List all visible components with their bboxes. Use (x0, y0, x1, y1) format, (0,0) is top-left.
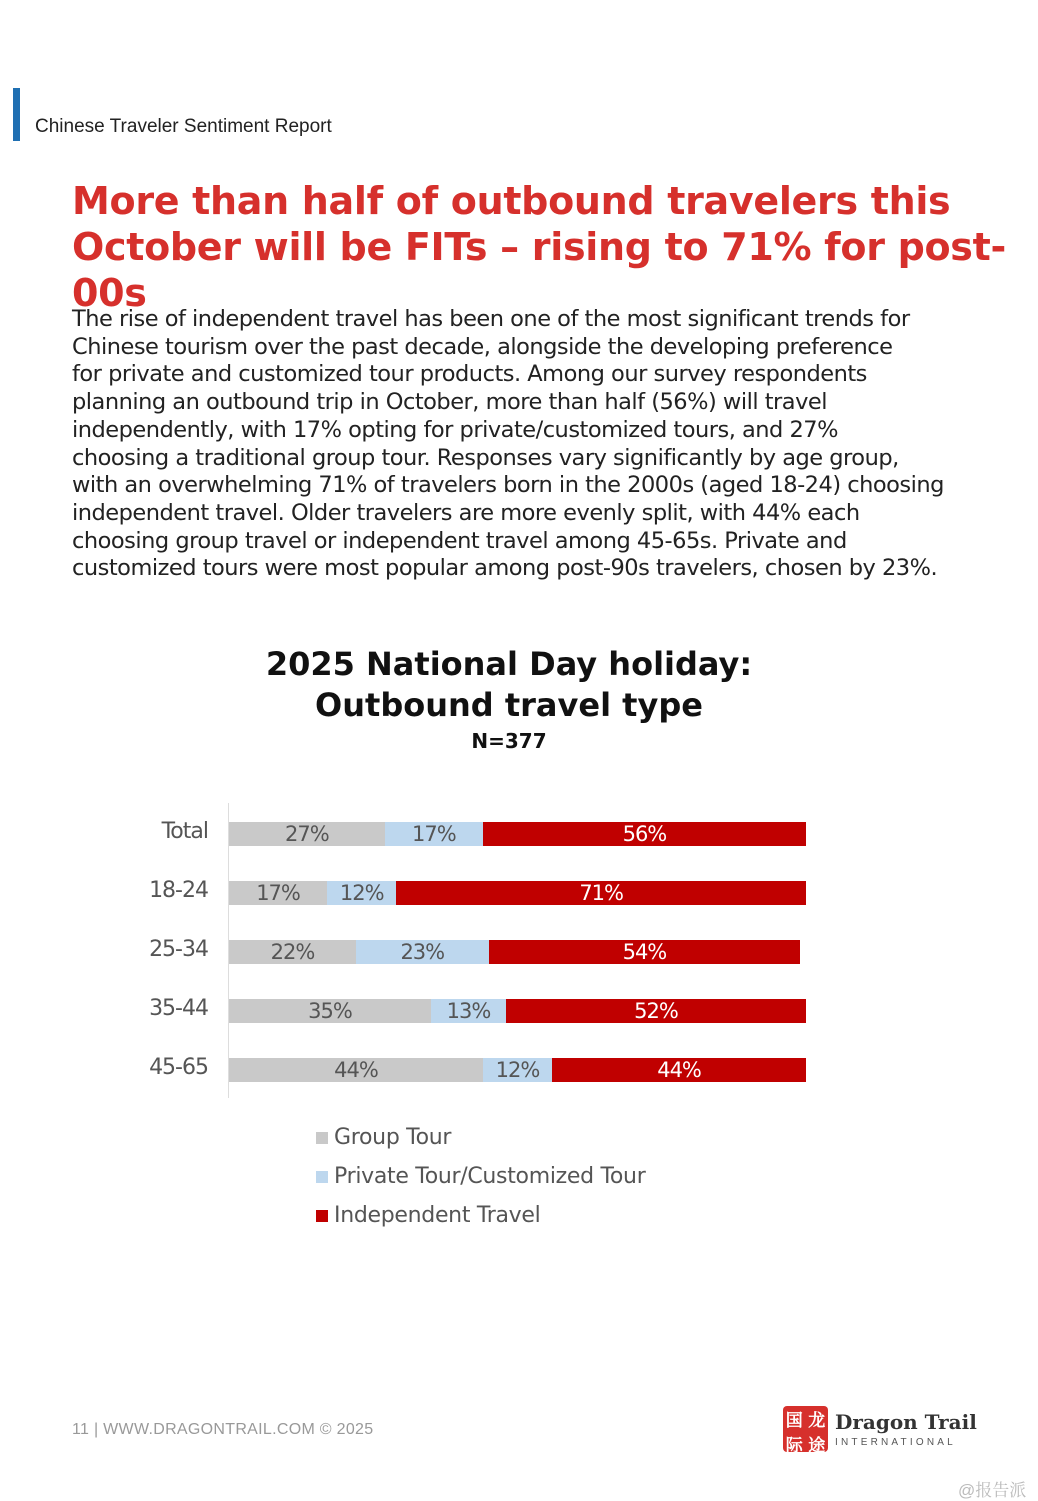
bar-segment (229, 881, 327, 905)
data-label: 13% (446, 999, 491, 1023)
data-label: 12% (495, 1058, 540, 1082)
body-paragraph (72, 306, 972, 583)
data-label: 71% (579, 881, 623, 905)
report-name: Chinese Traveler Sentiment Report (35, 116, 332, 137)
legend-swatch-icon (316, 1132, 328, 1144)
chart-subtitle: N=377 (471, 729, 547, 753)
category-label: 45-65 (149, 1055, 208, 1080)
body-line: The rise of independent travel has been one of the most significant trends for (72, 306, 910, 332)
headline-line: More than half of outbound travelers this (72, 179, 951, 223)
data-label: 35% (308, 999, 352, 1023)
dragon-trail-logo-icon (783, 1406, 828, 1455)
body-line: with an overwhelming 71% of travelers born in the 2000s (aged 18-24) choosing (72, 472, 944, 499)
bar-segment (229, 822, 385, 846)
body-line: customized tours were most popular among post-90s travelers, chosen by 23%. (72, 555, 938, 582)
footer-text: 11 | WWW.DRAGONTRAIL.COM © 2025 (72, 1421, 374, 1438)
category-label: 35-44 (149, 996, 208, 1021)
data-label: 22% (270, 940, 315, 964)
bar-segment (506, 999, 806, 1023)
legend-swatch-icon (316, 1210, 328, 1222)
body-line: choosing a traditional group tour. Responses vary significantly by age group, (72, 444, 899, 471)
legend-swatch-icon (316, 1171, 328, 1183)
category-label: 18-24 (149, 878, 208, 903)
body-line: independent travel. Older travelers are more evenly split, with 44% each (72, 499, 860, 526)
data-label: 17% (411, 822, 456, 846)
bar-segment (431, 999, 506, 1023)
headline-line: October will be FITs – rising to 71% for post-00s (72, 225, 1006, 315)
watermark: @报告派 (958, 1481, 1027, 1500)
data-label: 23% (400, 940, 445, 964)
data-label: 44% (334, 1058, 378, 1082)
data-label: 44% (657, 1058, 701, 1082)
bar-segment (385, 822, 483, 846)
bar-segment (483, 1058, 552, 1082)
legend-item (316, 1164, 645, 1189)
legend-label: Independent Travel (334, 1203, 541, 1228)
data-label: 17% (256, 881, 300, 905)
data-label: 54% (622, 940, 667, 964)
data-label: 27% (285, 822, 329, 846)
logo-glyph: 国 (785, 1411, 803, 1430)
legend-label: Group Tour (334, 1125, 452, 1150)
header-accent-bar (13, 88, 20, 141)
body-line: Chinese tourism over the past decade, alongside the developing preference (72, 333, 893, 360)
legend-item (316, 1203, 540, 1228)
data-label: 52% (634, 999, 678, 1023)
page-headline (72, 178, 1038, 316)
bar-segment (229, 1058, 483, 1082)
bar-segment (356, 940, 489, 964)
chart-title-line2: Outbound travel type (315, 686, 703, 724)
brand-subtitle: INTERNATIONAL (835, 1437, 956, 1448)
bar-segment (229, 999, 431, 1023)
category-label: Total (161, 819, 208, 844)
bar-segment (552, 1058, 806, 1082)
bar-segment (396, 881, 806, 905)
bar-segment (229, 940, 356, 964)
bar-segment (327, 881, 396, 905)
category-label: 25-34 (149, 937, 208, 962)
legend-item (316, 1125, 451, 1150)
body-line: independently, with 17% opting for private/customized tours, and 27% (72, 416, 839, 443)
body-line: for private and customized tour products. Among our survey respondents (72, 361, 867, 388)
logo-glyph: 龙 (808, 1411, 826, 1430)
brand-name: Dragon Trail (835, 1410, 977, 1434)
chart-title: 2025 National Day holiday: (265, 645, 753, 683)
data-label: 56% (622, 822, 667, 846)
bar-segment (489, 940, 801, 964)
data-label: 12% (339, 881, 384, 905)
body-line: planning an outbound trip in October, more than half (56%) will travel (72, 389, 827, 416)
legend-label: Private Tour/Customized Tour (334, 1164, 646, 1189)
body-line: choosing group travel or independent travel among 45-65s. Private and (72, 527, 847, 554)
logo-glyph: 途 (808, 1436, 826, 1455)
logo-glyph: 际 (785, 1436, 803, 1455)
bar-segment (483, 822, 806, 846)
